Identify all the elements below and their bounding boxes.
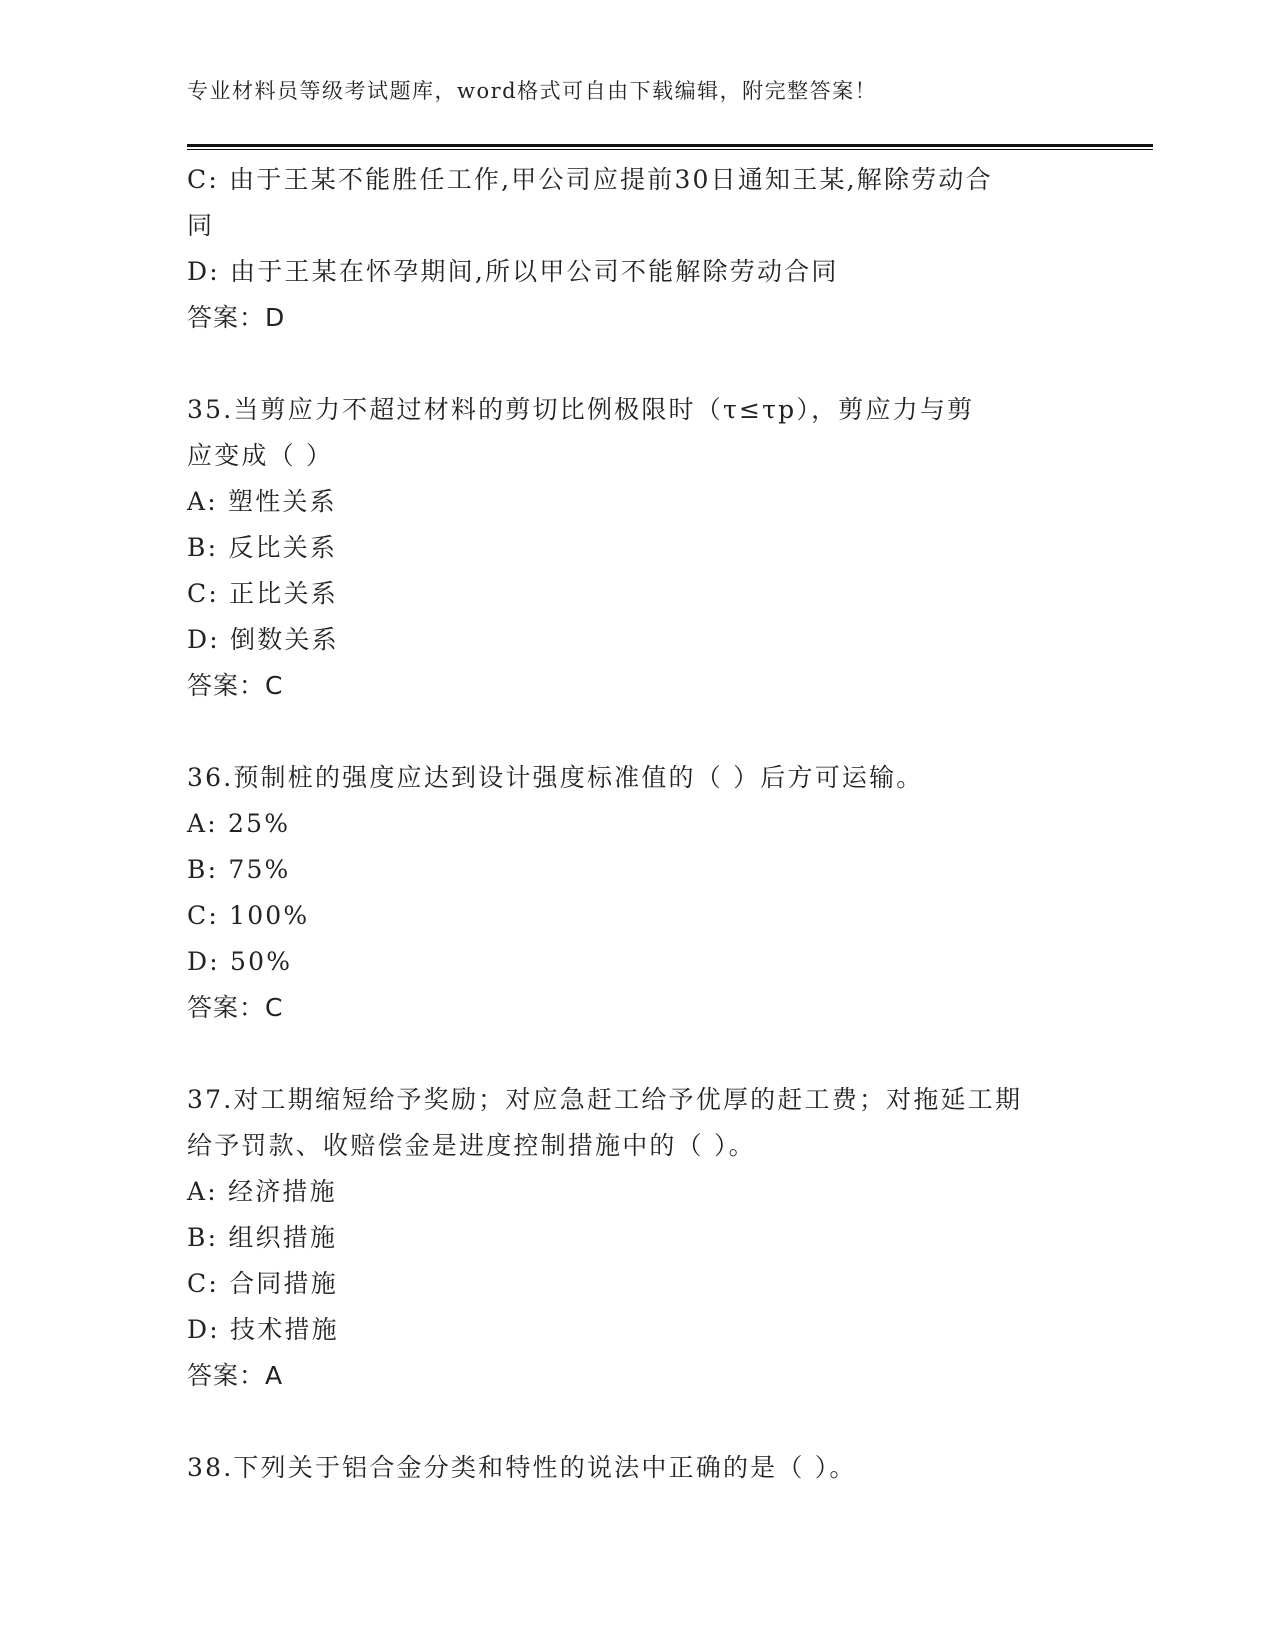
- question-stem: 38.下列关于铝合金分类和特性的说法中正确的是（ ）。: [187, 1453, 857, 1482]
- spacer: [187, 341, 1087, 387]
- question-34-continued: [187, 157, 1087, 341]
- option-b: B: 组织措施: [187, 1223, 338, 1252]
- question-stem-continued: 应变成（ ）: [187, 441, 334, 470]
- option-a: A: 经济措施: [187, 1177, 337, 1206]
- option-d: D: 技术措施: [187, 1315, 339, 1344]
- question-37: [187, 1077, 1087, 1399]
- option-b: B: 反比关系: [187, 533, 338, 562]
- spacer: [187, 1031, 1087, 1077]
- answer-label: 答案：C: [187, 671, 284, 700]
- option-c: C: 合同措施: [187, 1269, 338, 1298]
- option-b: B: 75%: [187, 855, 291, 884]
- question-38: [187, 1445, 1087, 1491]
- answer-label: 答案：A: [187, 1361, 284, 1390]
- question-stem: 37.对工期缩短给予奖励；对应急赶工给予优厚的赶工费；对拖延工期: [187, 1085, 1023, 1114]
- header-divider-thick: [187, 144, 1153, 147]
- question-stem-continued: 给予罚款、收赔偿金是进度控制措施中的（ ）。: [187, 1131, 756, 1160]
- question-stem: 35.当剪应力不超过材料的剪切比例极限时（τ≤τp），剪应力与剪: [187, 395, 975, 424]
- header-divider: [187, 144, 1153, 151]
- question-36: [187, 755, 1087, 1031]
- spacer: [187, 1399, 1087, 1445]
- option-d: D: 由于王某在怀孕期间,所以甲公司不能解除劳动合同: [187, 257, 839, 286]
- answer-label: 答案：D: [187, 303, 286, 332]
- option-a: A: 25%: [187, 809, 291, 838]
- option-c-continued: 同: [187, 211, 215, 240]
- option-c: C: 由于王某不能胜任工作,甲公司应提前30日通知王某,解除劳动合: [187, 165, 993, 194]
- option-a: A: 塑性关系: [187, 487, 337, 516]
- question-stem: 36.预制桩的强度应达到设计强度标准值的（ ）后方可运输。: [187, 763, 924, 792]
- option-d: D: 倒数关系: [187, 625, 339, 654]
- option-d: D: 50%: [187, 947, 293, 976]
- document-body: [187, 157, 1087, 1491]
- page-header-text: 专业材料员等级考试题库，word格式可自由下载编辑，附完整答案！: [187, 79, 878, 103]
- option-c: C: 100%: [187, 901, 310, 930]
- answer-label: 答案：C: [187, 993, 284, 1022]
- header-divider-thin: [187, 149, 1153, 150]
- question-35: [187, 387, 1087, 709]
- spacer: [187, 709, 1087, 755]
- option-c: C: 正比关系: [187, 579, 338, 608]
